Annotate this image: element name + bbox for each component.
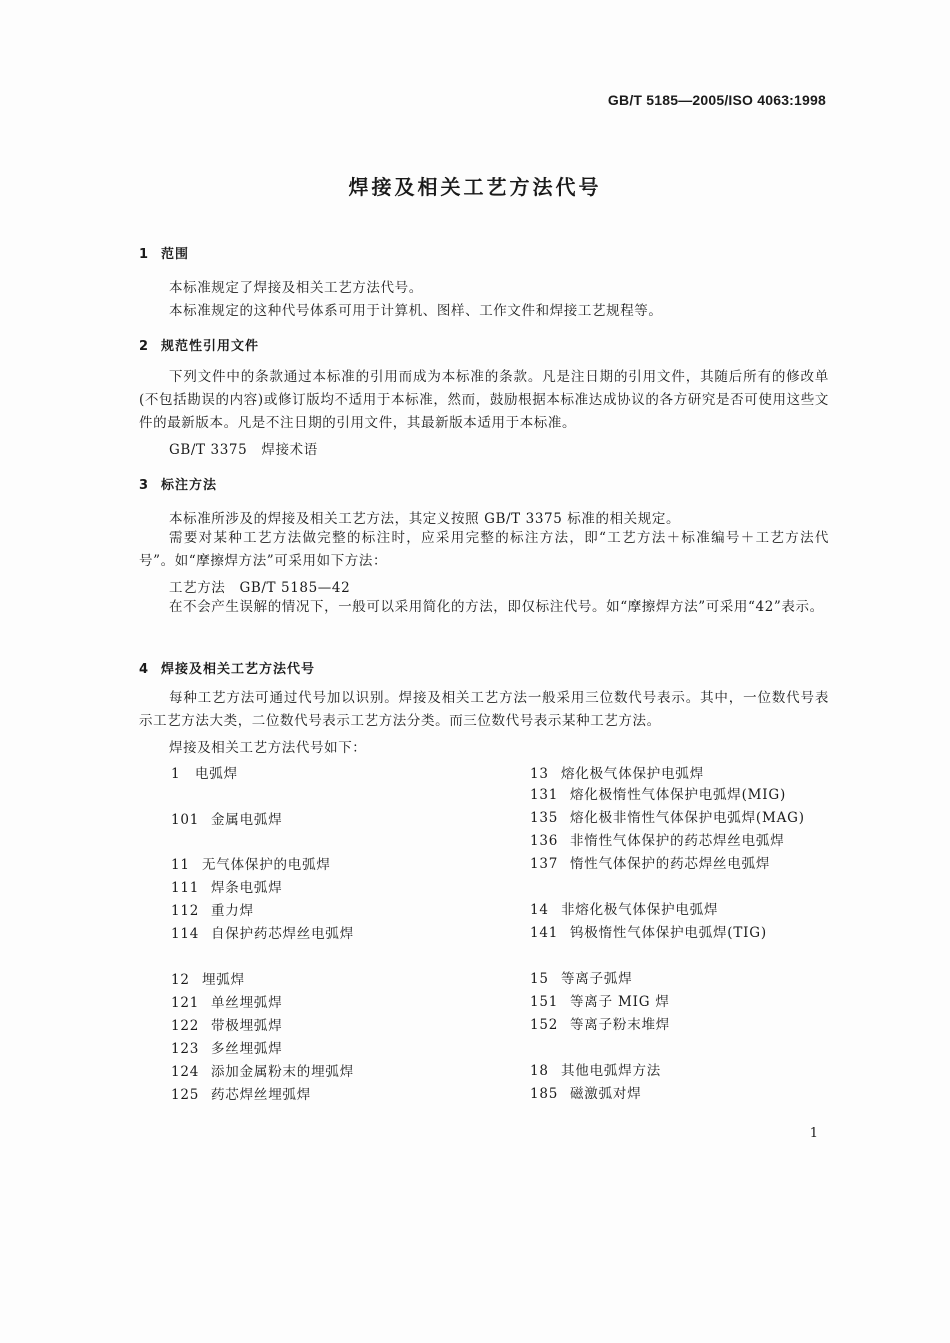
- code-entry: [171, 853, 331, 873]
- section-3-para-1: 本标准所涉及的焊接及相关工艺方法，其定义按照 GB/T 3375 标准的相关规定。: [169, 511, 681, 527]
- code-number: 11: [171, 857, 190, 873]
- code-name: 钨极惰性气体保护电弧焊(TIG): [570, 925, 767, 941]
- section-2-reference: GB/T 3375 焊接术语: [169, 442, 318, 458]
- section-title: 焊接及相关工艺方法代号: [161, 662, 316, 677]
- code-entry: [530, 1013, 670, 1033]
- page-number: 1: [809, 1126, 818, 1141]
- code-name: 无气体保护的电弧焊: [202, 857, 331, 873]
- code-entry: [171, 876, 283, 896]
- section-title: 规范性引用文件: [161, 339, 260, 354]
- code-entry: [171, 808, 283, 828]
- code-number: 123: [171, 1041, 200, 1057]
- code-name: 重力焊: [211, 903, 254, 919]
- code-number: 185: [530, 1086, 559, 1102]
- code-entry: [530, 1059, 661, 1079]
- code-number: 136: [530, 833, 559, 849]
- code-name: 药芯焊丝埋弧焊: [211, 1087, 312, 1103]
- code-entry: [530, 762, 704, 782]
- section-3-heading: [139, 474, 217, 493]
- section-title: 范围: [161, 247, 190, 262]
- section-1-heading: [139, 243, 189, 262]
- code-name: 电弧焊: [195, 766, 238, 782]
- section-4-para-2: 焊接及相关工艺方法代号如下：: [169, 740, 367, 756]
- document-title: 焊接及相关工艺方法代号: [348, 175, 602, 199]
- code-entry: [171, 1060, 354, 1080]
- code-entry: [530, 783, 786, 803]
- code-entry: [530, 852, 770, 872]
- section-title: 标注方法: [161, 478, 218, 493]
- code-entry: [171, 1014, 283, 1034]
- code-number: 13: [530, 766, 549, 782]
- code-name: 其他电弧焊方法: [561, 1063, 662, 1079]
- code-name: 等离子 MIG 焊: [570, 994, 670, 1010]
- code-number: 125: [171, 1087, 200, 1103]
- code-name: 金属电弧焊: [211, 812, 283, 828]
- section-3-example: 工艺方法 GB/T 5185—42: [169, 580, 351, 596]
- section-number: 1: [139, 247, 150, 262]
- code-number: 151: [530, 994, 559, 1010]
- standard-code: GB/T 5185—2005/ISO 4063:1998: [607, 92, 826, 108]
- code-entry: [171, 899, 254, 919]
- code-name: 自保护药芯焊丝电弧焊: [211, 926, 354, 942]
- section-number: 2: [139, 339, 150, 354]
- code-entry: [530, 806, 805, 826]
- code-name: 惰性气体保护的药芯焊丝电弧焊: [570, 856, 771, 872]
- section-number: 4: [139, 662, 150, 677]
- code-number: 137: [530, 856, 559, 872]
- code-number: 135: [530, 810, 559, 826]
- code-number: 1: [171, 766, 181, 782]
- code-entry: [530, 921, 767, 941]
- section-4-heading: [139, 658, 315, 677]
- section-2-para-1: 下列文件中的条款通过本标准的引用而成为本标准的条款。凡是注日期的引用文件，其随后所有的修改单(不包括勘误的内容)或修订版均不适用于本标准，然而，鼓励根据本标准达成协议的各方研究是否可使用这些文件的最新版本。凡是不注日期的引用文件，其最新版本适用于本标准。: [139, 369, 829, 431]
- code-number: 15: [530, 971, 549, 987]
- code-number: 112: [171, 903, 200, 919]
- code-entry: [530, 898, 718, 918]
- section-2-heading: [139, 335, 259, 354]
- section-1-para-2: 本标准规定的这种代号体系可用于计算机、图样、工作文件和焊接工艺规程等。: [169, 303, 663, 319]
- code-entry: [530, 967, 633, 987]
- section-3-para-4: 在不会产生误解的情况下，一般可以采用简化的方法，即仅标注代号。如“摩擦焊方法”可采用“42”表示。: [169, 599, 824, 615]
- code-entry: [530, 829, 785, 849]
- code-number: 114: [171, 926, 200, 942]
- code-entry: [530, 990, 670, 1010]
- code-name: 单丝埋弧焊: [211, 995, 283, 1011]
- code-name: 非惰性气体保护的药芯焊丝电弧焊: [570, 833, 785, 849]
- code-number: 152: [530, 1017, 559, 1033]
- code-entry: [530, 1082, 642, 1102]
- code-number: 124: [171, 1064, 200, 1080]
- code-name: 等离子粉末堆焊: [570, 1017, 671, 1033]
- section-1-para-1: 本标准规定了焊接及相关工艺方法代号。: [169, 280, 423, 296]
- code-number: 111: [171, 880, 200, 896]
- section-4-para-1: 每种工艺方法可通过代号加以识别。焊接及相关工艺方法一般采用三位数代号表示。其中，一位数代号表示工艺方法大类，二位数代号表示工艺方法分类。而三位数代号表示某种工艺方法。: [139, 690, 829, 729]
- code-number: 12: [171, 972, 190, 988]
- code-number: 101: [171, 812, 200, 828]
- code-entry: [171, 968, 245, 988]
- code-entry: [171, 991, 283, 1011]
- code-name: 熔化极气体保护电弧焊: [561, 766, 704, 782]
- section-3-para-2: 需要对某种工艺方法做完整的标注时，应采用完整的标注方法，即“工艺方法＋标准编号＋工艺方法代号”。如“摩擦焊方法”可采用如下方法：: [139, 530, 829, 569]
- code-entry: [171, 922, 354, 942]
- code-number: 14: [530, 902, 549, 918]
- section-number: 3: [139, 478, 150, 493]
- code-name: 多丝埋弧焊: [211, 1041, 283, 1057]
- code-entry: [171, 1037, 283, 1057]
- code-name: 熔化极惰性气体保护电弧焊(MIG): [570, 787, 787, 803]
- code-name: 熔化极非惰性气体保护电弧焊(MAG): [570, 810, 805, 826]
- code-entry: [171, 762, 238, 782]
- code-number: 18: [530, 1063, 549, 1079]
- code-name: 非熔化极气体保护电弧焊: [561, 902, 719, 918]
- code-name: 带极埋弧焊: [211, 1018, 283, 1034]
- code-name: 磁激弧对焊: [570, 1086, 642, 1102]
- code-entry: [171, 1083, 311, 1103]
- code-number: 141: [530, 925, 559, 941]
- code-name: 焊条电弧焊: [211, 880, 283, 896]
- code-name: 埋弧焊: [202, 972, 245, 988]
- code-name: 添加金属粉末的埋弧焊: [211, 1064, 354, 1080]
- code-name: 等离子弧焊: [561, 971, 633, 987]
- code-number: 121: [171, 995, 200, 1011]
- code-number: 131: [530, 787, 559, 803]
- code-number: 122: [171, 1018, 200, 1034]
